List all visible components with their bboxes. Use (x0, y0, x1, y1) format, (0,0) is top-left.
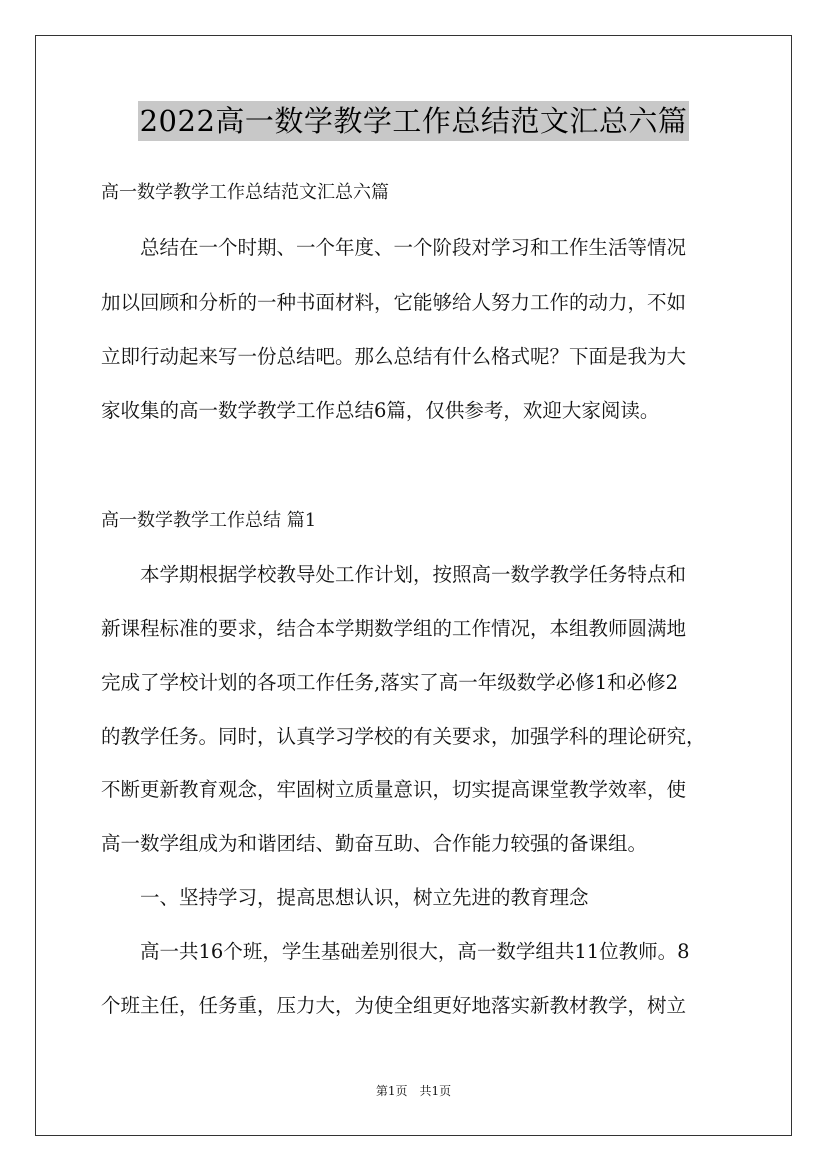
para2-line-2: 个班主任，任务重，压力大，为使全组更好地落实新教材教学，树立 (101, 994, 687, 1017)
page-footer (0, 1083, 827, 1099)
document-subtitle: 高一数学教学工作总结范文汇总六篇 (101, 182, 389, 203)
para2-line-1: 高一共16个班，学生基础差别很大，高一数学组共11位教师。8 (101, 940, 690, 963)
intro-line-1: 总结在一个时期、一个年度、一个阶段对学习和工作生活等情况 (101, 236, 687, 259)
section-line-6: 高一数学组成为和谐团结、勤奋互助、合作能力较强的备课组。 (101, 832, 648, 855)
intro-line-2: 加以回顾和分析的一种书面材料，它能够给人努力工作的动力，不如 (101, 291, 687, 314)
page-number: 第1页 共1页 (375, 1084, 452, 1098)
section-line-2: 新课程标准的要求，结合本学期数学组的工作情况，本组教师圆满地 (101, 617, 687, 640)
section-line-3: 完成了学校计划的各项工作任务,落实了高一年级数学必修1和必修2 (101, 671, 679, 694)
section-line-4: 的教学任务。同时，认真学习学校的有关要求，加强学科的理论研究， (101, 725, 706, 748)
section-line-5: 不断更新教育观念，牢固树立质量意识，切实提高课堂教学效率，使 (101, 778, 687, 801)
title-container (0, 101, 827, 141)
subheading-line: 一、坚持学习，提高思想认识，树立先进的教育理念 (101, 886, 589, 909)
intro-line-4: 家收集的高一数学教学工作总结6篇，仅供参考，欢迎大家阅读。 (101, 399, 660, 422)
document-title: 2022高一数学教学工作总结范文汇总六篇 (138, 101, 690, 141)
section-line-1: 本学期根据学校教导处工作计划，按照高一数学教学任务特点和 (101, 563, 687, 586)
intro-line-3: 立即行动起来写一份总结吧。那么总结有什么格式呢？下面是我为大 (101, 345, 687, 368)
section-heading: 高一数学教学工作总结 篇1 (101, 510, 317, 531)
